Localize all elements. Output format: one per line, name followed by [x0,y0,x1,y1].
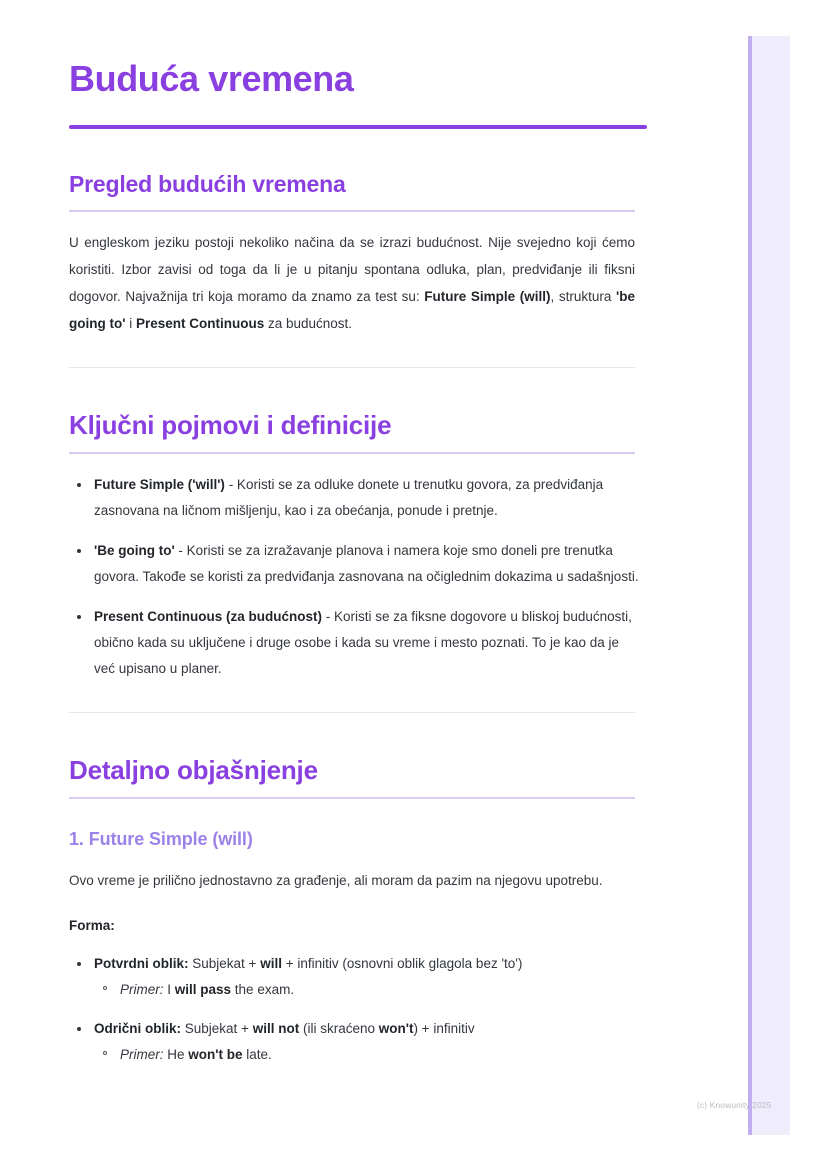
forma-label: Forma: [69,918,115,934]
section-rule-pregled [69,210,635,212]
list-item: 'Be going to' - Koristi se za izražavanje planova i namera koje smo doneli pre trenutka govora. Takođe se koristi za predviđanja zasnovana na očiglednim dokazima u sadašnjosti. [69,538,639,590]
page-title: Buduća vremena [69,58,354,99]
list-item: Primer: I will pass the exam. [94,977,639,1002]
form-example-list [94,977,639,1002]
subsection-heading-future-simple: 1. Future Simple (will) [69,829,253,850]
section-pregled [69,171,700,368]
paragraph-pregled: U engleskom jeziku postoji nekoliko načina da se izrazi budućnost. Nije svejedno koji ćemo koristiti. Izbor zavisi od toga da li je u pitanju spontana odluka, plan, predviđanje ili fiksni dogovor. Najvažnija tri koja moramo da znamo za test su: Future Simple (will), struktura 'be going to' i Present Continuous za budućnost. [69,234,635,331]
form-rule: Potvrdni oblik: Subjekat + will + infinitiv (osnovni oblik glagola bez 'to') [94,956,523,972]
section-separator-2 [69,712,635,713]
section-detaljno [69,755,700,1067]
forms-list [69,951,639,1067]
section-heading-pojmovi: Ključni pojmovi i definicije [69,409,392,440]
right-side-rail [748,36,790,1135]
section-pojmovi [69,410,700,713]
copyright-watermark: (c) Knowunity 2025 [697,1100,772,1110]
paragraph-future-simple: Ovo vreme je prilično jednostavno za građenje, ali moram da pazim na njegovu upotrebu. [69,873,603,889]
list-item [69,951,639,1002]
form-example-list [94,1042,639,1067]
title-underline-rule [69,125,647,129]
list-item: Future Simple ('will') - Koristi se za odluke donete u trenutku govora, za predviđanja zasnovana na ličnom mišljenju, kao i za obećanja, ponude i pretnje. [69,472,639,524]
section-heading-pregled: Pregled budućih vremena [69,171,346,198]
section-rule-pojmovi [69,452,635,454]
subsection-future-simple [69,829,700,1067]
section-separator-1 [69,367,635,368]
form-rule: Odrični oblik: Subjekat + will not (ili skraćeno won't) + infinitiv [94,1021,475,1037]
list-item: Primer: He won't be late. [94,1042,639,1067]
section-rule-detaljno [69,797,635,799]
section-heading-detaljno: Detaljno objašnjenje [69,755,318,786]
list-item: Present Continuous (za budućnost) - Koristi se za fiksne dogovore u bliskoj budućnosti, obično kada su uključene i druge osobe i kada su vreme i mesto poznati. To je kao da je već upisano u planer. [69,604,639,682]
key-terms-list [69,472,639,682]
list-item [69,1016,639,1067]
